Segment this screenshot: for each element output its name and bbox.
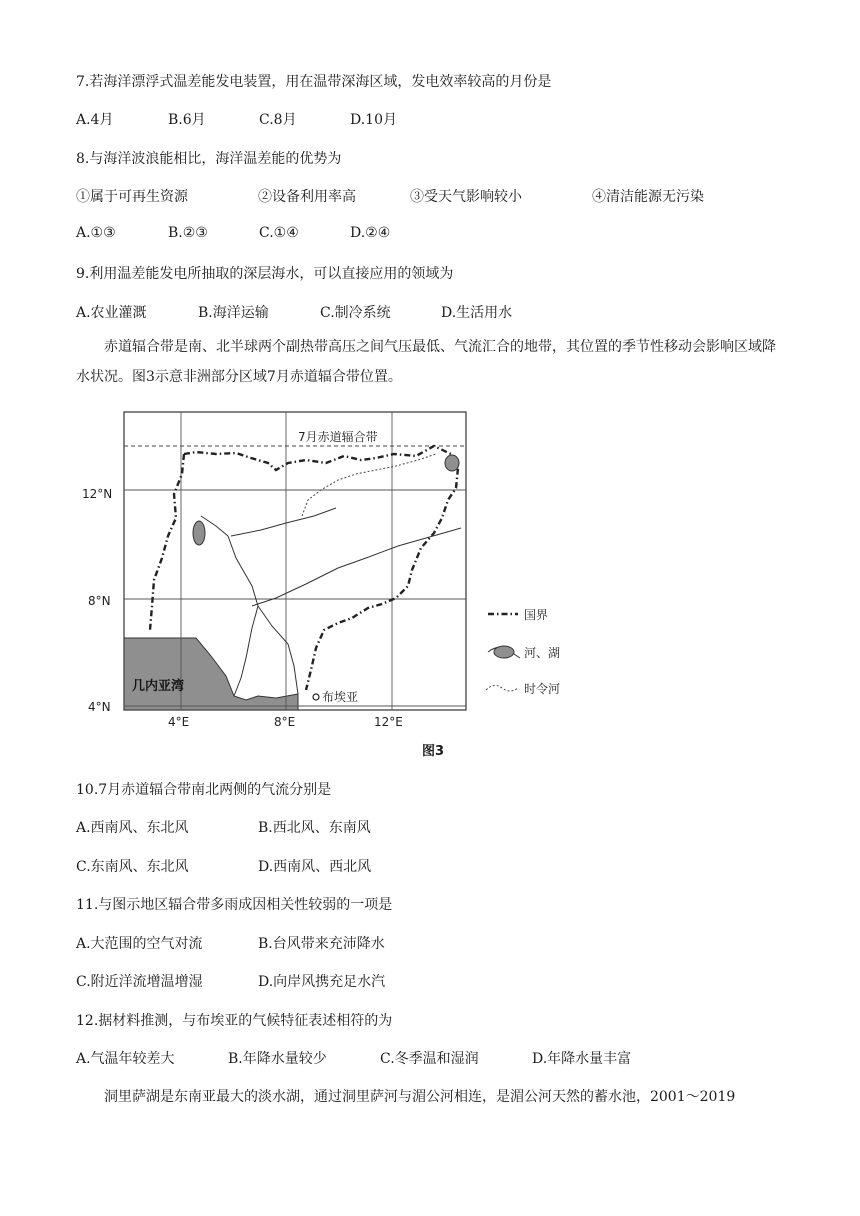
q8-option-a: A.①③: [76, 225, 116, 241]
legend-seasonal-river-symbol: [486, 685, 518, 691]
q9-option-d: D.生活用水: [441, 305, 513, 321]
buea-city-label: 布埃亚: [322, 690, 359, 704]
lat-label-12n: 12°N: [82, 487, 113, 501]
q12-option-a: A.气温年较差大: [76, 1051, 175, 1067]
q8-statement-1: ①属于可再生资源: [76, 189, 188, 205]
q9-option-c: C.制冷系统: [320, 305, 391, 321]
question-10-stem: 10.7月赤道辐合带南北两侧的气流分别是: [76, 782, 332, 798]
gulf-of-guinea-sea: [124, 638, 298, 710]
q8-statement-4: ④清洁能源无污染: [592, 189, 704, 205]
rivers: [201, 508, 461, 696]
question-8-stem: 8.与海洋波浪能相比，海洋温差能的优势为: [76, 151, 342, 167]
q10-option-b: B.西北风、东南风: [258, 820, 371, 836]
q11-option-d: D.向岸风携充足水汽: [258, 974, 386, 990]
question-12-stem: 12.据材料推测，与布埃亚的气候特征表述相符的为: [76, 1013, 393, 1029]
lon-label-4e: 4°E: [168, 715, 190, 729]
national-border-east: [184, 446, 458, 690]
lat-label-4n: 4°N: [88, 700, 111, 714]
lake-chad: [445, 455, 459, 471]
legend-lake-symbol: [494, 646, 514, 658]
q9-option-b: B.海洋运输: [198, 305, 269, 321]
q7-option-a: A.4月: [76, 112, 114, 128]
q11-option-c: C.附近洋流增温增湿: [76, 974, 203, 990]
material-paragraph-2: 洞里萨湖是东南亚最大的淡水湖，通过洞里萨河与湄公河相连，是湄公河天然的蓄水池，2001～2019: [104, 1089, 736, 1105]
gulf-label: 几内亚湾: [132, 679, 185, 694]
q7-option-b: B.6月: [168, 112, 206, 128]
legend-river-lake-label: 河、湖: [524, 646, 561, 660]
q8-statement-3: ③受天气影响较小: [410, 189, 522, 205]
q12-option-d: D.年降水量丰富: [532, 1051, 632, 1067]
q7-option-d: D.10月: [350, 112, 397, 128]
q12-option-c: C.冬季温和湿润: [380, 1051, 479, 1067]
material-paragraph: 赤道辐合带是南、北半球两个副热带高压之间气压最低、气流汇合的地带，其位置的季节性移动会影响区域降水状况。图3示意非洲部分区域7月赤道辐合带位置。: [76, 339, 776, 385]
q8-option-c: C.①④: [259, 225, 299, 241]
legend-seasonal-river-label: 时令河: [524, 682, 561, 696]
q10-option-d: D.西南风、西北风: [258, 859, 372, 875]
q12-option-b: B.年降水量较少: [228, 1051, 327, 1067]
national-border-west: [150, 454, 184, 630]
buea-city-marker: [313, 694, 319, 700]
q8-option-d: D.②④: [350, 225, 391, 241]
lake-west: [193, 521, 205, 545]
q10-option-a: A.西南风、东北风: [76, 820, 189, 836]
question-9-stem: 9.利用温差能发电所抽取的深层海水，可以直接应用的领域为: [76, 266, 454, 282]
map-legend: [480, 600, 620, 700]
legend-border-label: 国界: [524, 608, 549, 622]
lon-label-8e: 8°E: [274, 715, 296, 729]
q11-option-a: A.大范围的空气对流: [76, 936, 203, 952]
itcz-label: 7月赤道辐合带: [298, 430, 378, 444]
lon-label-12e: 12°E: [374, 715, 403, 729]
q11-option-b: B.台风带来充沛降水: [258, 936, 385, 952]
question-7-stem: 7.若海洋漂浮式温差能发电装置，用在温带深海区域，发电效率较高的月份是: [76, 74, 552, 90]
question-11-stem: 11.与图示地区辐合带多雨成因相关性较弱的一项是: [76, 897, 393, 913]
q7-option-c: C.8月: [259, 112, 297, 128]
q10-option-c: C.东南风、东北风: [76, 859, 189, 875]
q8-option-b: B.②③: [168, 225, 208, 241]
q8-statement-2: ②设备利用率高: [258, 189, 356, 205]
lat-label-8n: 8°N: [88, 594, 111, 608]
figure-caption: 图3: [422, 744, 445, 759]
figure-3-map: [76, 408, 476, 738]
q9-option-a: A.农业灌溉: [76, 305, 147, 321]
